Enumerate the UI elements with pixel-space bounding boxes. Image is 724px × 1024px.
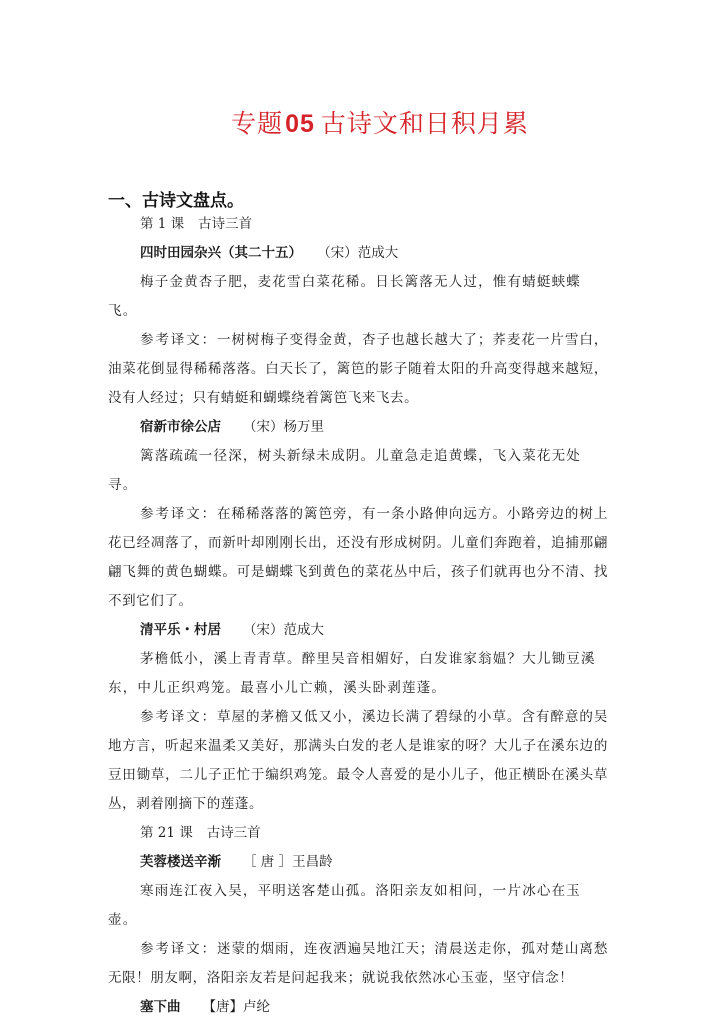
poem-name: 塞下曲 xyxy=(140,999,181,1015)
poem-translation xyxy=(108,935,608,993)
translation-label: 参考译文： xyxy=(140,709,217,725)
lesson-title: 古诗三首 xyxy=(206,825,261,841)
poem-body: 茅檐低小，溪上青青草。醉里吴音相媚好，白发谁家翁媪？大儿锄豆溪东，中儿正织鸡笼。最喜小儿亡赖，溪头卧剥莲蓬。 xyxy=(108,651,596,696)
translation-text: 在稀稀落落的篱笆旁，有一条小路伸向远方。小路旁边的树上花已经凋落了，而新叶却刚刚长出，还没有形成树阴。儿童们奔跑着，追捕那翩翩飞舞的黄色蝴蝶。可是蝴蝶飞到黄色的菜花丛中后，孩子们就再也分不清、找不到它们了。 xyxy=(108,506,608,609)
section-heading: 一、古诗文盘点。 xyxy=(108,191,244,211)
poem-body: 寒雨连江夜入吴，平明送客楚山孤。洛阳亲友如相问，一片冰心在玉壶。 xyxy=(108,883,581,928)
poem-translation xyxy=(108,500,608,616)
lesson-heading xyxy=(108,210,608,239)
translation-label: 参考译文： xyxy=(140,506,217,522)
lesson-label: 第 1 课 xyxy=(140,216,185,232)
poem-name: 清平乐・村居 xyxy=(140,622,221,638)
poem-author: ［ 唐 ］王昌龄 xyxy=(243,854,333,870)
title-prefix: 专题 xyxy=(231,109,284,138)
poem-author: 【唐】卢纶 xyxy=(202,999,270,1015)
translation-text: 迷蒙的烟雨，连夜洒遍吴地江天；清晨送走你，孤对楚山离愁无限！朋友啊，洛阳亲友若是问起我来；就说我依然冰心玉壶，坚守信念！ xyxy=(108,941,608,986)
title-text: 古诗文和日积月累 xyxy=(320,109,529,138)
lesson-heading xyxy=(108,819,608,848)
poem-author: （宋）范成大 xyxy=(324,245,399,261)
poem-translation xyxy=(108,703,608,819)
poem-title xyxy=(108,239,608,268)
poem-author: （宋）杨万里 xyxy=(243,419,324,435)
document-content xyxy=(108,210,608,1022)
page-title xyxy=(0,104,724,140)
lesson-title: 古诗三首 xyxy=(198,216,253,232)
translation-text: 草屋的茅檐又低又小，溪边长满了碧绿的小草。含有醉意的吴地方言，听起来温柔又美好，那满头白发的老人是谁家的呀？大儿子在溪东边的豆田锄草，二儿子正忙于编织鸡笼。最令人喜爱的是小儿子，他正横卧在溪头草丛，剥着刚摘下的莲蓬。 xyxy=(108,709,608,812)
poem-title xyxy=(108,848,608,877)
lesson-label: 第 21 课 xyxy=(140,825,193,841)
poem-title xyxy=(108,616,608,645)
poem-author: （宋）范成大 xyxy=(243,622,324,638)
poem-name: 宿新市徐公店 xyxy=(140,419,221,435)
translation-text: 一树树梅子变得金黄，杏子也越长越大了；荞麦花一片雪白，油菜花倒显得稀稀落落。白天长了，篱笆的影子随着太阳的升高变得越来越短，没有人经过；只有蜻蜓和蝴蝶绕着篱笆飞来飞去。 xyxy=(108,332,608,406)
poem-body: 梅子金黄杏子肥，麦花雪白菜花稀。日长篱落无人过，惟有蜻蜓蛱蝶飞。 xyxy=(108,274,581,319)
poem-title xyxy=(108,993,608,1022)
poem-title xyxy=(108,413,608,442)
title-number: 05 xyxy=(285,110,315,138)
translation-label: 参考译文： xyxy=(140,941,217,957)
poem-translation xyxy=(108,326,608,413)
poem-body: 篱落疏疏一径深，树头新绿未成阴。儿童急走追黄蝶，飞入菜花无处寻。 xyxy=(108,448,581,493)
translation-label: 参考译文： xyxy=(140,332,217,348)
poem-name: 四时田园杂兴（其二十五） xyxy=(140,245,302,261)
poem-name: 芙蓉楼送辛渐 xyxy=(140,854,221,870)
